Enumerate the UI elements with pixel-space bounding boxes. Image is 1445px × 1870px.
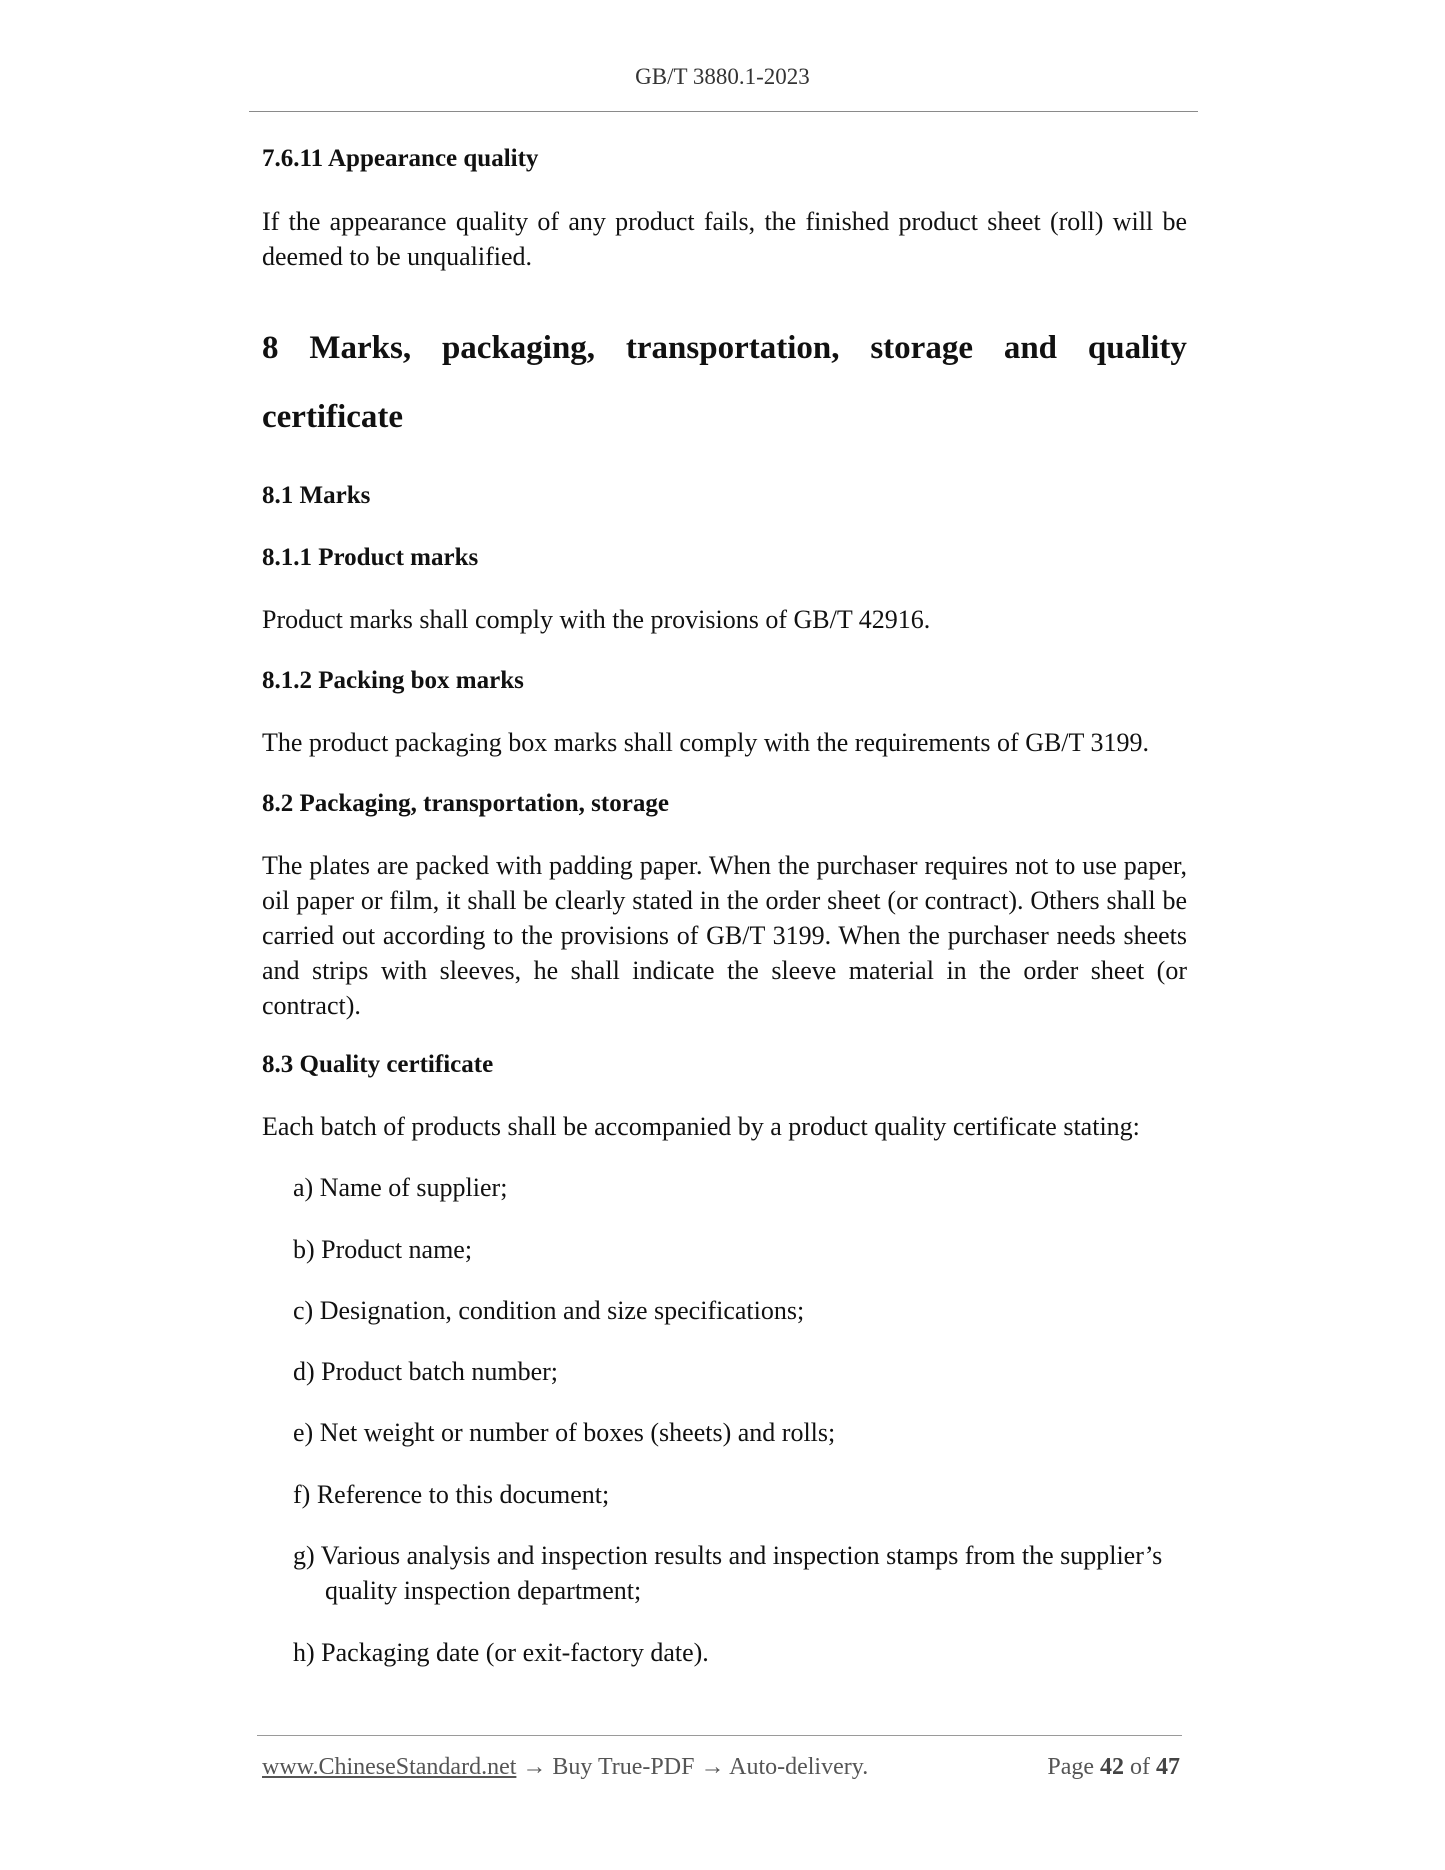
list-item: h) Packaging date (or exit-factory date). [293, 1638, 709, 1667]
list-item: f) Reference to this document; [293, 1480, 610, 1509]
section-8-2-heading: 8.2 Packaging, transportation, storage [262, 790, 669, 817]
running-header: GB/T 3880.1-2023 [635, 64, 810, 89]
section-8-heading-line2: certificate [262, 399, 404, 435]
list-item: c) Designation, condition and size specifications; [293, 1296, 805, 1325]
page-footer [262, 1754, 1180, 1781]
footer-tagline: → Buy True-PDF → Auto-delivery. [522, 1754, 869, 1780]
heading-word: Marks, [309, 330, 412, 366]
section-7-6-11-heading: 7.6.11 Appearance quality [262, 145, 539, 172]
page-indicator [1047, 1754, 1180, 1781]
page-total: 47 [1156, 1754, 1180, 1780]
section-8-1-1-paragraph: Product marks shall comply with the provisions of GB/T 42916. [262, 605, 931, 634]
list-item: a) Name of supplier; [293, 1173, 508, 1202]
heading-word: 8 [262, 330, 279, 366]
section-8-3-paragraph: Each batch of products shall be accompanied by a product quality certificate stating: [262, 1112, 1140, 1141]
section-8-1-1-heading: 8.1.1 Product marks [262, 544, 479, 571]
section-8-1-2-heading: 8.1.2 Packing box marks [262, 667, 524, 694]
page-number: 42 [1100, 1754, 1124, 1780]
list-item: d) Product batch number; [293, 1357, 558, 1386]
section-8-1-2-paragraph: The product packaging box marks shall comply with the requirements of GB/T 3199. [262, 728, 1149, 757]
heading-word: quality [1087, 330, 1187, 366]
header-divider [249, 111, 1198, 112]
section-7-6-11-paragraph: If the appearance quality of any product fails, the finished product sheet (roll) will be deemed to be unqualified. [262, 207, 1187, 271]
heading-word: and [1003, 330, 1058, 366]
footer-promo [262, 1754, 868, 1781]
heading-word: packaging, [441, 330, 596, 366]
section-8-1-heading: 8.1 Marks [262, 482, 371, 509]
section-8-2-paragraph: The plates are packed with padding paper. When the purchaser requires not to use paper, oil paper or film, it shall be clearly stated in the order sheet (or contract). Others shall be carried out according to the provisions of GB/T 3199. When the purchaser needs sheets and strips with sleeves, he shall indicate the sleeve material in the order sheet (or contract). [262, 851, 1187, 1020]
page-label: Page [1047, 1754, 1094, 1780]
list-item: e) Net weight or number of boxes (sheets) and rolls; [293, 1418, 836, 1447]
list-item: g) Various analysis and inspection results and inspection stamps from the supplier’s quality inspection department; [293, 1541, 1163, 1605]
website-link[interactable]: www.ChineseStandard.net [262, 1754, 517, 1780]
of-label: of [1130, 1754, 1150, 1780]
section-8-3-heading: 8.3 Quality certificate [262, 1051, 494, 1078]
heading-word: transportation, [625, 330, 840, 366]
footer-divider [257, 1735, 1182, 1736]
section-8-heading [262, 330, 1187, 367]
list-item: b) Product name; [293, 1235, 473, 1264]
heading-word: storage [870, 330, 973, 366]
